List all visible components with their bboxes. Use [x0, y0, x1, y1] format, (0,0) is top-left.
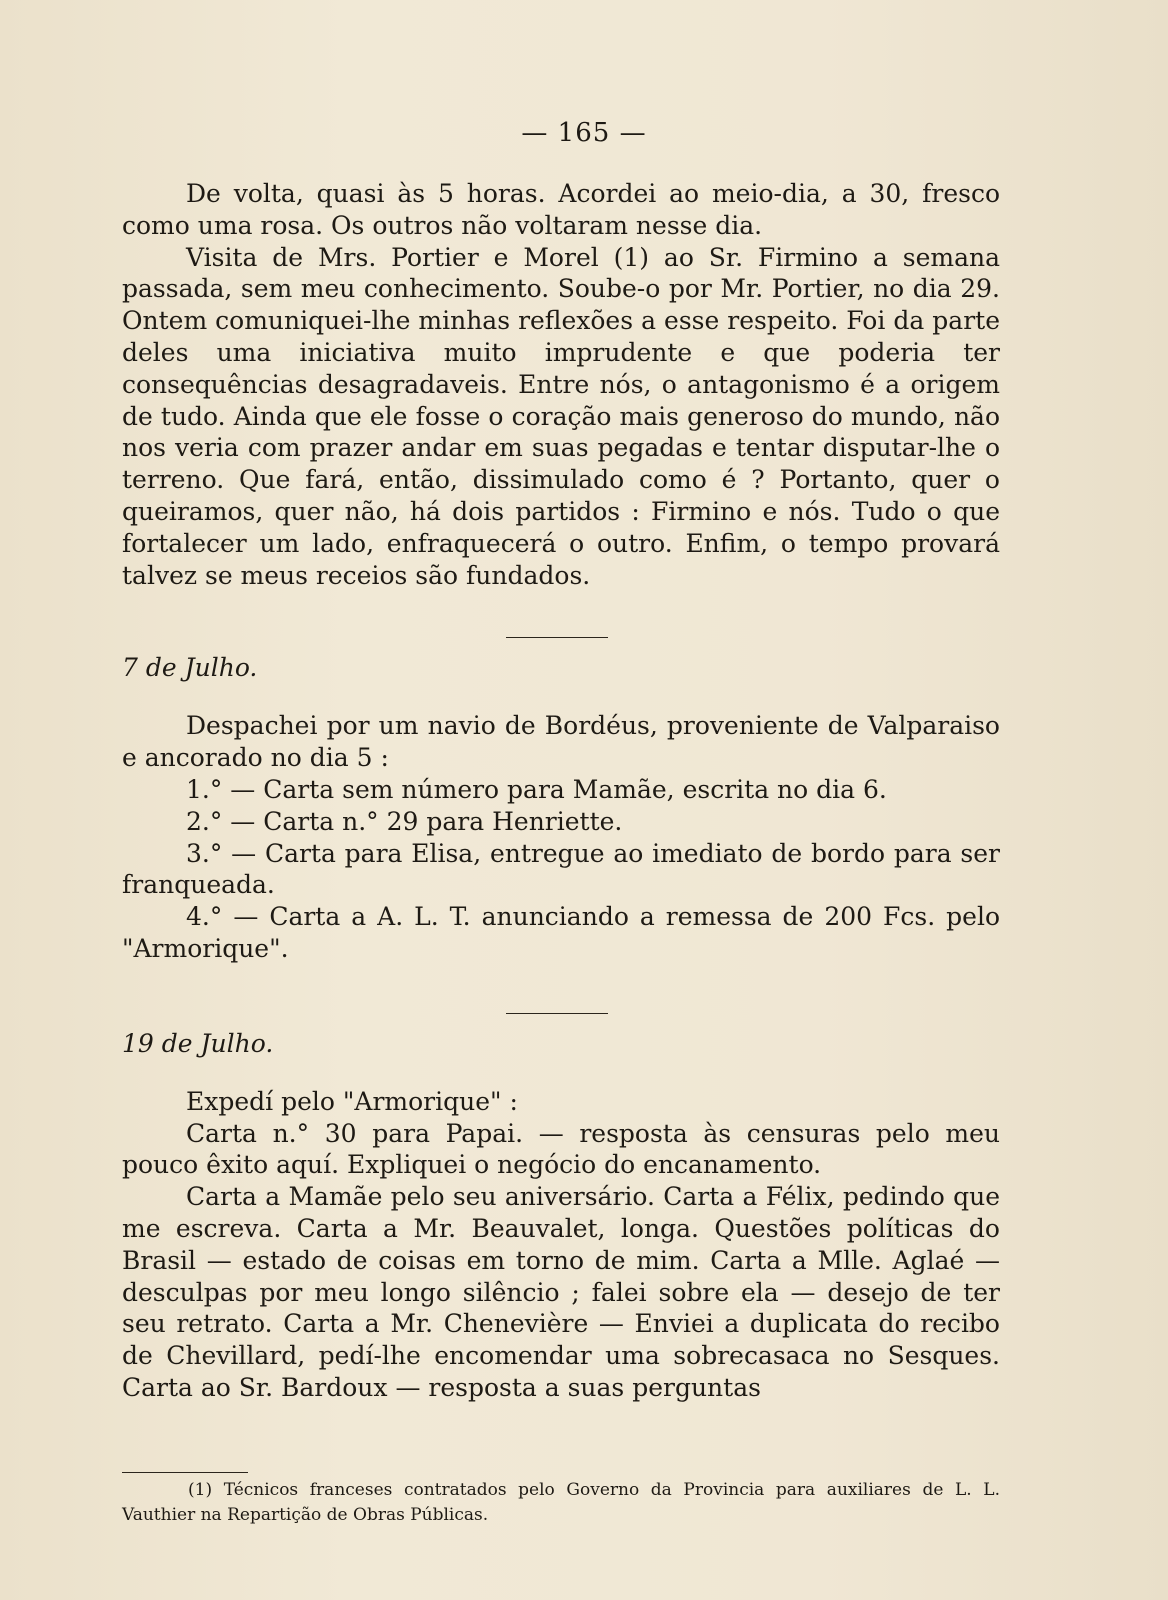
paragraph: Carta n.° 30 para Papai. — resposta às censuras pelo meu pouco êxito aquí. Expliquei o negócio do encanamento.	[122, 1118, 1000, 1180]
list-item: 1.° — Carta sem número para Mamãe, escrita no dia 6.	[186, 774, 887, 804]
paragraph: Carta a Mamãe pelo seu aniversário. Carta a Félix, pedindo que me escreva. Carta a Mr. Beauvalet, longa. Questões políticas do Brasil — estado de coisas em torno de mim. Carta a Mlle. Aglaé — desculpas por meu longo silêncio ; falei sobre ela — desejo de ter seu retrato. Carta a Mr. Chenevière — Enviei a duplicata do recibo de Chevillard, pedí-lhe encomendar uma sobrecasaca no Sesques. Carta ao Sr. Bardoux — resposta a suas perguntas	[122, 1182, 1000, 1402]
paragraph: Despachei por um navio de Bordéus, proveniente de Valparaiso e ancorado no dia 5 :	[122, 711, 1000, 773]
paragraph: Expedí pelo "Armorique" :	[186, 1086, 518, 1116]
paragraph: De volta, quasi às 5 horas. Acordei ao meio-dia, a 30, fresco como uma rosa. Os outros não voltaram nesse dia.	[122, 179, 1000, 240]
list-item: 3.° — Carta para Elisa, entregue ao imediato de bordo para ser franqueada.	[122, 838, 1000, 900]
list-item: 2.° — Carta n.° 29 para Henriette.	[186, 806, 623, 836]
section-date: 19 de Julho.	[122, 1028, 274, 1058]
list-item: 4.° — Carta a A. L. T. anunciando a remessa de 200 Fcs. pelo "Armorique".	[122, 902, 1000, 963]
page-body	[122, 178, 1000, 1404]
paragraph: Visita de Mrs. Portier e Morel (1) ao Sr. Firmino a semana passada, sem meu conhecimento. Soube-o por Mr. Portier, no dia 29. Ontem comuniquei-lhe minhas reflexões a esse respeito. Foi da parte deles uma iniciativa muito imprudente e que poderia ter consequências desagradaveis. Entre nós, o antagonismo é a origem de tudo. Ainda que ele fosse o coração mais generoso do mundo, não nos veria com prazer andar em suas pegadas e tentar disputar-lhe o terreno. Que fará, então, dissimulado como é ? Portanto, quer o queiramos, quer não, há dois partidos : Firmino e nós. Tudo o que fortalecer um lado, enfraquecerá o outro. Enfim, o tempo provará talvez se meus receios são fundados.	[122, 242, 1000, 590]
section-date: 7 de Julho.	[122, 653, 258, 683]
footnote	[122, 1478, 1000, 1528]
footnote-text: (1) Técnicos franceses contratados pelo Governo da Provincia para auxiliares de L. L. Vauthier na Repartição de Obras Públicas.	[122, 1480, 1000, 1525]
footnote-rule	[122, 1472, 248, 1473]
page-number: — 165 —	[521, 118, 647, 148]
